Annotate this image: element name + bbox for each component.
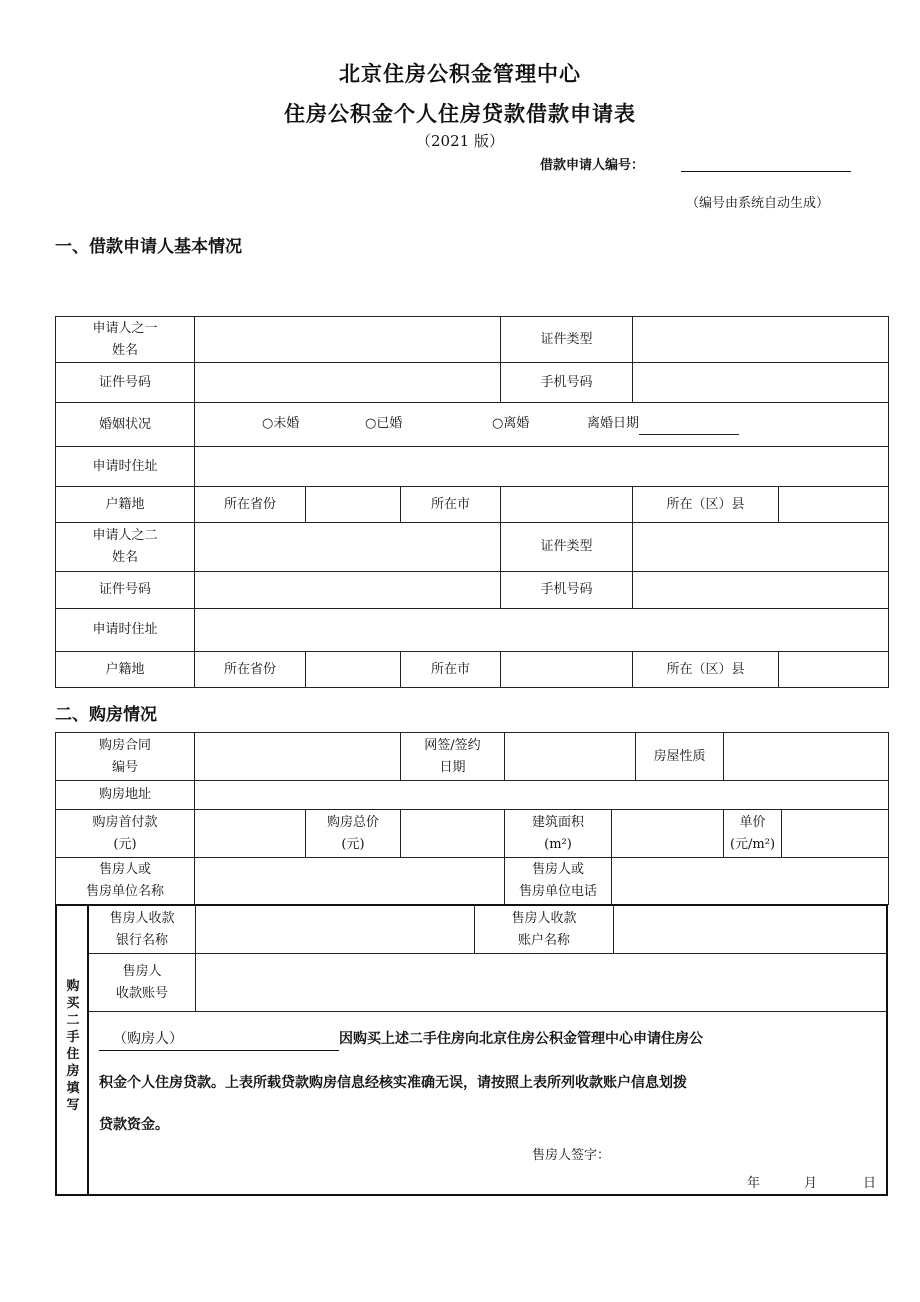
seller-phone-field[interactable]	[612, 858, 889, 905]
section-purchase-title: 二、购房情况	[55, 705, 157, 725]
applicant1-name-label: 申请人之一 姓名	[56, 317, 195, 363]
applicant2-id-type-field[interactable]	[633, 523, 889, 572]
unit-price-field[interactable]	[782, 810, 889, 858]
applicant2-address-field[interactable]	[195, 609, 889, 652]
section-basic-info-title: 一、借款申请人基本情况	[55, 237, 242, 257]
date-year: 年	[747, 1176, 761, 1191]
total-price-field[interactable]	[401, 810, 505, 858]
sign-date-field[interactable]	[505, 733, 636, 781]
applicant2-address-label: 申请时住址	[56, 609, 195, 652]
applicant2-name-label: 申请人之二 姓名	[56, 523, 195, 572]
applicant2-id-number-label: 证件号码	[56, 572, 195, 609]
applicant-no-note: （编号由系统自动生成）	[686, 196, 830, 211]
applicant2-mobile-label: 手机号码	[501, 572, 633, 609]
house-nature-field[interactable]	[724, 733, 889, 781]
seller-bank-name-label: 售房人收款 银行名称	[89, 906, 196, 954]
seller-signature-label: 售房人签字：	[532, 1148, 611, 1163]
total-price-label: 购房总价 (元)	[306, 810, 401, 858]
applicant-no-field[interactable]	[681, 171, 851, 172]
applicant1-hukou-label: 户籍地	[56, 487, 195, 523]
applicant1-county-field[interactable]	[779, 487, 889, 523]
applicant1-address-label: 申请时住址	[56, 447, 195, 487]
purchase-info-table	[55, 732, 889, 905]
unit-price-label: 单价 (元/m²)	[724, 810, 782, 858]
seller-name-label: 售房人或 售房单位名称	[56, 858, 195, 905]
applicant1-province-field[interactable]	[306, 487, 401, 523]
seller-account-no-field[interactable]	[196, 954, 886, 1012]
down-payment-field[interactable]	[195, 810, 306, 858]
applicant2-id-number-field[interactable]	[195, 572, 501, 609]
house-nature-label: 房屋性质	[636, 733, 724, 781]
seller-bank-name-field[interactable]	[196, 906, 475, 954]
applicant1-name-field[interactable]	[195, 317, 501, 363]
applicant-no-label: 借款申请人编号：	[540, 158, 645, 173]
radio-unmarried[interactable]: ○未婚	[262, 416, 300, 431]
house-address-field[interactable]	[195, 781, 889, 810]
seller-statement-line1: （购房人） 因购买上述二手住房向北京住房公积金管理中心申请住房公	[99, 1028, 879, 1051]
radio-married[interactable]: ○已婚	[365, 416, 403, 431]
area-label: 建筑面积 (m²)	[505, 810, 612, 858]
applicant1-id-number-field[interactable]	[195, 363, 501, 403]
radio-divorced[interactable]: ○离婚	[492, 416, 530, 431]
applicant2-province-field[interactable]	[306, 652, 401, 688]
seller-statement-line2: 积金个人住房贷款。上表所载贷款购房信息经核实准确无误，请按照上表所列收款账户信息划拨	[99, 1075, 687, 1091]
date-day: 日	[863, 1176, 877, 1191]
marital-status-options	[195, 403, 889, 447]
seller-account-name-label: 售房人收款 账户名称	[475, 906, 614, 954]
applicant1-address-field[interactable]	[195, 447, 889, 487]
seller-name-field[interactable]	[195, 858, 505, 905]
seller-statement-line3: 贷款资金。	[99, 1117, 169, 1133]
applicant2-mobile-field[interactable]	[633, 572, 889, 609]
org-title: 北京住房公积金管理中心	[339, 61, 581, 86]
applicant2-county-field[interactable]	[779, 652, 889, 688]
applicant2-city-field[interactable]	[501, 652, 633, 688]
area-field[interactable]	[612, 810, 724, 858]
applicant1-city-label: 所在市	[401, 487, 501, 523]
applicant-info-table	[55, 316, 889, 688]
seller-account-name-field[interactable]	[614, 906, 886, 954]
applicant1-id-type-label: 证件类型	[501, 317, 633, 363]
second-hand-seller-section	[55, 904, 888, 1196]
buyer-name-field[interactable]: （购房人）	[99, 1028, 339, 1051]
divorce-date-label: 离婚日期	[587, 413, 739, 435]
form-version: （2021 版）	[416, 132, 504, 150]
applicant2-name-field[interactable]	[195, 523, 501, 572]
applicant1-id-number-label: 证件号码	[56, 363, 195, 403]
applicant1-province-label: 所在省份	[195, 487, 306, 523]
applicant1-county-label: 所在（区）县	[633, 487, 779, 523]
applicant2-county-label: 所在（区）县	[633, 652, 779, 688]
contract-no-label: 购房合同 编号	[56, 733, 195, 781]
house-address-label: 购房地址	[56, 781, 195, 810]
divorce-date-field[interactable]	[639, 420, 739, 435]
second-hand-side-label: 购买二手住房填写	[57, 906, 89, 1194]
applicant2-province-label: 所在省份	[195, 652, 306, 688]
marital-status-label: 婚姻状况	[56, 403, 195, 447]
applicant2-hukou-label: 户籍地	[56, 652, 195, 688]
down-payment-label: 购房首付款 (元)	[56, 810, 195, 858]
contract-no-field[interactable]	[195, 733, 401, 781]
applicant1-mobile-field[interactable]	[633, 363, 889, 403]
seller-account-no-label: 售房人 收款账号	[89, 954, 196, 1012]
applicant2-city-label: 所在市	[401, 652, 501, 688]
seller-phone-label: 售房人或 售房单位电话	[505, 858, 612, 905]
sign-date-label: 网签/签约 日期	[401, 733, 505, 781]
applicant1-id-type-field[interactable]	[633, 317, 889, 363]
signature-date	[747, 1172, 876, 1191]
applicant2-id-type-label: 证件类型	[501, 523, 633, 572]
form-title: 住房公积金个人住房贷款借款申请表	[284, 101, 636, 126]
applicant1-mobile-label: 手机号码	[501, 363, 633, 403]
applicant1-city-field[interactable]	[501, 487, 633, 523]
date-month: 月	[804, 1176, 818, 1191]
